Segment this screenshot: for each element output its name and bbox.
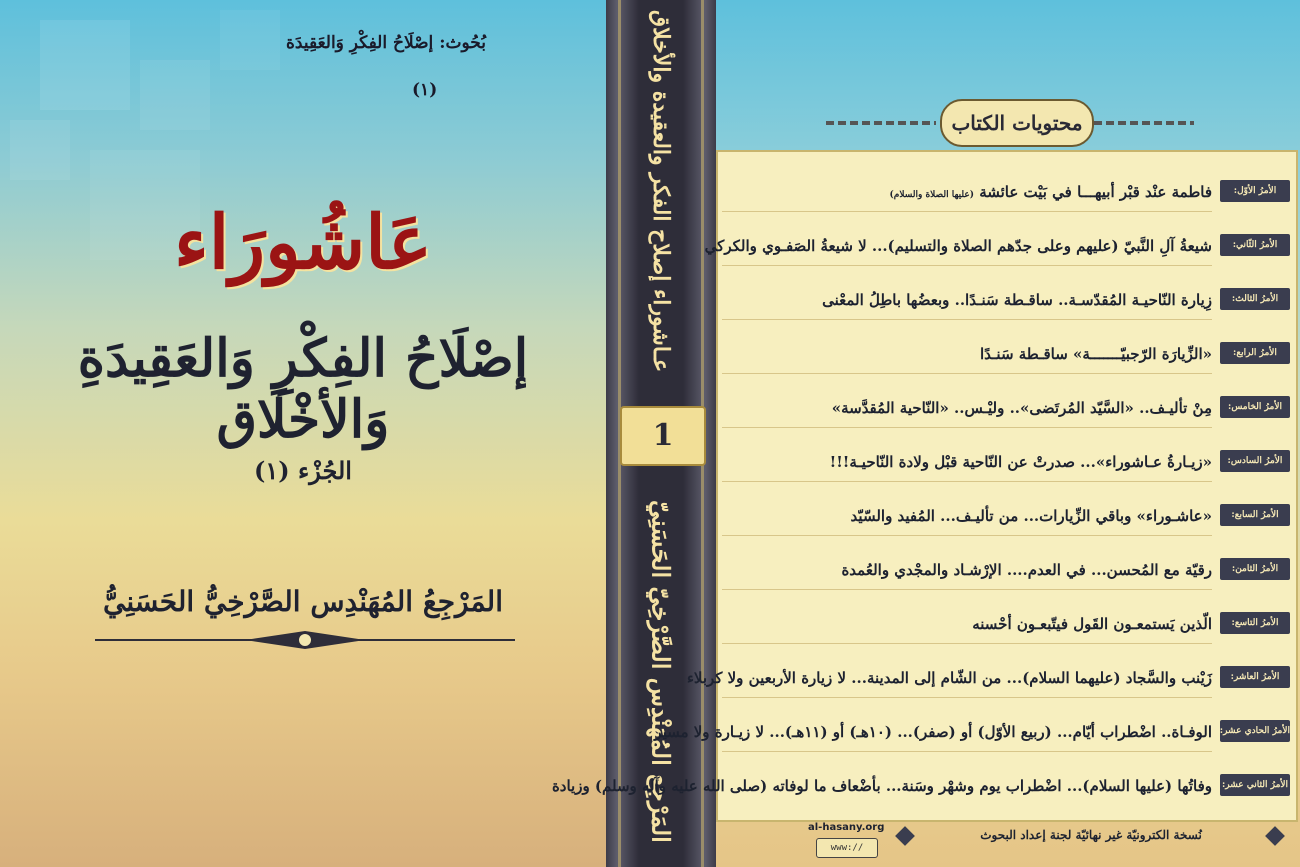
dashed-line — [826, 121, 936, 125]
toc-row — [718, 442, 1296, 482]
diamond-icon — [895, 826, 915, 846]
toc-label: الأمرُ الثالث: — [1220, 288, 1290, 310]
edition-note: نُسخة الكترونيّة غير نهائيّة لجنة إعداد البحوث — [980, 828, 1202, 842]
toc-text: «زيـارةُ عـاشوراء»... صدرتْ عن النّاحية قبْل ولادة النّاحيـة!!! — [829, 453, 1212, 471]
toc-text — [722, 178, 1212, 206]
ornament-divider — [95, 625, 515, 655]
front-cover — [0, 0, 606, 867]
toc-row — [551, 766, 1296, 806]
toc-row — [654, 712, 1296, 752]
part-number: الجُزْء (١) — [254, 456, 352, 485]
spine-author: المَرْجِع المُهَنْدِس الصَّرْخِيّ الحَسَنِيّ — [646, 500, 676, 843]
row-underline — [722, 211, 1212, 212]
row-underline — [722, 373, 1212, 374]
row-underline — [722, 481, 1212, 482]
row-underline — [722, 319, 1212, 320]
toc-row — [718, 550, 1296, 590]
series-title: بُحُوث: إصْلَاحُ الفِكْرِ وَالعَقِيدَة — [286, 33, 486, 53]
toc-text: مِنْ تأليـف.. «السَّيّد المُرتَضى».. وليْـس.. «النّاحية المُقدَّسة» — [831, 399, 1212, 417]
toc-label: الأمرُ الثامن: — [1220, 558, 1290, 580]
toc-row — [718, 388, 1296, 428]
toc-label: الأمرُ الحادي عشر: — [1220, 720, 1290, 742]
www-button-icon: www:// — [816, 838, 878, 858]
row-underline — [722, 589, 1212, 590]
toc-text: الّذين يَستمعـون القَول فيتّبعـون أحْسنه — [972, 615, 1212, 633]
diamond-icon — [1265, 826, 1285, 846]
row-underline — [722, 535, 1212, 536]
toc-text: زَيْنب والسَّجاد (عليهما السلام)... من الشّام إلى المدينة... لا زيارة الأربعين ولا كربلاء — [686, 669, 1212, 687]
toc-text: رقيّة مع المُحسن... في العدم.... الإرْشـاد والمجْدي والعُمدة — [841, 561, 1212, 579]
dashed-line — [1094, 121, 1194, 125]
spine-title: عـاشوراء إصلاح الفكر والعقيدة والأخلاق — [648, 10, 674, 373]
toc-row — [686, 658, 1296, 698]
book-title: عَاشُورَاء — [173, 200, 433, 286]
row-underline — [722, 751, 1212, 752]
website-text: al-hasany.org — [808, 822, 885, 833]
toc-label: الأمرُ الرابع: — [1220, 342, 1290, 364]
toc-label: الأمرُ السابع: — [1220, 504, 1290, 526]
row-underline — [722, 427, 1212, 428]
toc-text: «الزِّيارَة الرّجبيّـــــــة» ساقـطة سَنـدًا — [979, 345, 1212, 363]
toc-label: الأمرُ الثّاني: — [1220, 234, 1290, 256]
toc-text-note: (عليها الصلاة والسلام) — [889, 190, 974, 200]
toc-text: وفاتُها (عليها السلام)... اضْطراب يوم وشهْر وسَنة... بأضْعاف ما لوفاته (صلى الله عليه وآله وسلم) وزيادة — [551, 777, 1212, 795]
toc-row — [718, 334, 1296, 374]
book-subtitle: إصْلَاحُ الفِكْرِ وَالعَقِيدَةِ وَالأخْلَاق — [77, 328, 529, 450]
toc-label: الأمرُ الأوّل: — [1220, 180, 1290, 202]
toc-row — [704, 226, 1296, 266]
row-underline — [722, 265, 1212, 266]
toc-row — [718, 496, 1296, 536]
toc-label: الأمرُ الثاني عشر: — [1220, 774, 1290, 796]
toc-label: الأمرُ الخامس: — [1220, 396, 1290, 418]
toc-label: الأمرُ السادس: — [1220, 450, 1290, 472]
toc-text-main: فاطمة عنْد قبْر أبيهـــا في بَيْت عائشة — [979, 183, 1212, 201]
spine-volume-number: 1 — [620, 406, 706, 466]
toc-row — [718, 604, 1296, 644]
row-underline — [722, 697, 1212, 698]
toc-text: شيعةُ آلِ النَّبيّ (عليهم وعلى جدّهم الصلاة والتسليم)... لا شيعةُ الصَفـوي والكركي — [704, 237, 1212, 255]
toc-label: الأمرُ العاشر: — [1220, 666, 1290, 688]
toc-label: الأمرُ التاسع: — [1220, 612, 1290, 634]
toc-row — [718, 172, 1296, 212]
toc-row — [718, 280, 1296, 320]
toc-text: «عاشـوراء» وباقي الزِّيارات... من تأليـف... المُفيد والسّيّد — [850, 507, 1212, 525]
toc-text: زِيارة النّاحيـة المُقدّسـة.. ساقـطة سَنـدًا.. وبعضُها باطِلُ المعْنى — [822, 291, 1212, 309]
toc-text: الوفـاة.. اضْطراب أيّام... (ربيع الأوّل) أو (صفر)... (١٠هـ) أو (١١هـ)... لا زيـارة ولا مسير — [654, 723, 1212, 741]
author-name: المَرْجِعُ المُهَنْدِس الصَّرْخِيُّ الحَسَنِيُّ — [103, 585, 503, 618]
series-number: (١) — [412, 80, 438, 100]
toc-title: محتويات الكتاب — [940, 99, 1094, 147]
row-underline — [722, 643, 1212, 644]
